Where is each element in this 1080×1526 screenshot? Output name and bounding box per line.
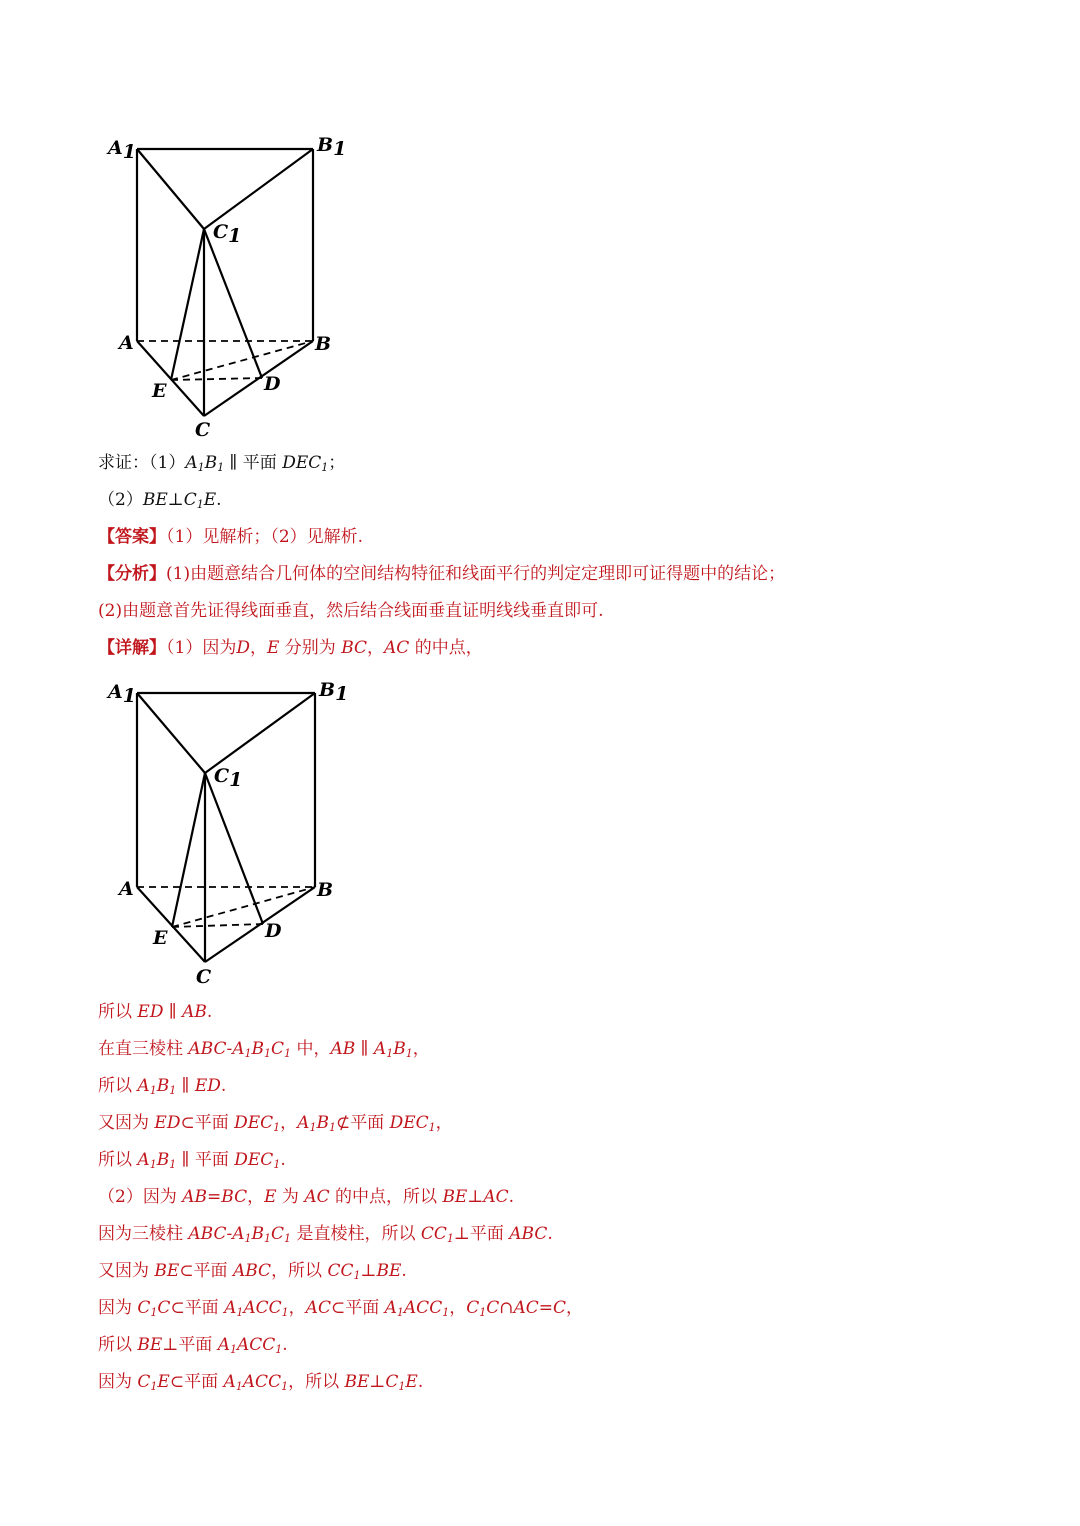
label-d: D <box>265 920 282 942</box>
detail-line-6: 所以 $A_1B_1$ ∥ 平面 $DEC_1$. <box>98 1150 286 1171</box>
label-b: B <box>315 333 332 355</box>
label-a1: A1 <box>108 681 136 707</box>
label-a: A <box>119 878 134 900</box>
label-c: C <box>195 419 211 441</box>
detail-line-5: 又因为 ED⊂平面 $DEC_1$，$A_1B_1⊄$平面 $DEC_1$， <box>98 1113 453 1134</box>
detail-line-11: 所以 BE⊥平面 $A_1ACC_1$. <box>98 1335 288 1356</box>
label-c1: C1 <box>213 221 242 247</box>
edge-c1-e <box>171 229 204 380</box>
label-d: D <box>264 373 281 395</box>
label-c: C <box>196 966 212 988</box>
analysis-tag: 【分析】 <box>98 564 166 584</box>
edge-c1-d <box>205 773 263 924</box>
prism-figure-top <box>100 128 360 448</box>
answer-line: 【答案】（1）见解析；（2）见解析. <box>98 527 364 547</box>
edge-b1-c1 <box>204 149 313 229</box>
analysis-line-2: (2)由题意首先证得线面垂直，然后结合线面垂直证明线线垂直即可. <box>98 601 604 621</box>
detail-line-4: 所以 $A_1B_1$ ∥ ED. <box>98 1076 227 1097</box>
edge-a1-c1 <box>137 149 204 229</box>
edge-e-d-dashed <box>171 378 262 380</box>
edge-c1-d <box>204 229 262 378</box>
prove-line-1: 求证：$(1)A_1B_1$ ∥ 平面 $DEC_1$； <box>98 453 346 474</box>
detail-line-3: 在直三棱柱 ABC-$A_1B_1C_1$ 中，AB ∥ $A_1B_1$， <box>98 1039 430 1060</box>
label-b1: B1 <box>319 679 349 705</box>
analysis-line-1: 【分析】(1)由题意结合几何体的空间结构特征和线面平行的判定定理即可证得题中的结论； <box>98 564 786 584</box>
detail-line-8: 因为三棱柱 ABC-$A_1B_1C_1$ 是直棱柱，所以 $CC_1\perp$平面 ABC. <box>98 1224 553 1245</box>
label-e: E <box>152 380 167 402</box>
label-b1: B1 <box>317 134 347 160</box>
label-a: A <box>119 332 134 354</box>
answer-tag: 【答案】 <box>98 527 166 547</box>
edge-c1-e <box>172 773 205 927</box>
label-b: B <box>317 879 334 901</box>
prism-figure-bottom <box>100 672 360 992</box>
edge-e-d-dashed <box>172 924 263 927</box>
detail-line-7: （2）因为 AB=BC，E 为 AC 的中点，所以 BE⊥AC. <box>98 1187 515 1207</box>
detail-line-12: 因为 $C_1E\subset$平面 $A_1ACC_1$，所以 $BE\perp C_1E$. <box>98 1372 424 1393</box>
edge-a-c <box>137 887 205 962</box>
edge-a1-c1 <box>137 693 205 773</box>
label-a1: A1 <box>108 137 136 163</box>
edge-a-c <box>137 341 204 416</box>
prove-line-2: $(2)BE\perp C_1E$. <box>98 490 222 511</box>
prism-diagram <box>100 128 360 448</box>
edge-e-b-dashed <box>171 341 313 380</box>
detail-line-10: 因为 $C_1C\subset$平面 $A_1ACC_1$，AC⊂平面 $A_1ACC_1$，$C_1C\cap AC=C$， <box>98 1298 584 1319</box>
prism-diagram <box>100 672 360 992</box>
detail-line-1: 【详解】（1）因为D，E 分别为 BC，AC 的中点， <box>98 638 483 658</box>
detail-line-9: 又因为 BE⊂平面 ABC，所以 $CC_1\perp BE$. <box>98 1261 407 1282</box>
label-e: E <box>153 927 168 949</box>
detail-tag: 【详解】 <box>98 638 166 658</box>
edge-e-b-dashed <box>172 887 315 927</box>
detail-line-2: 所以 ED ∥ AB. <box>98 1002 213 1022</box>
label-c1: C1 <box>214 765 243 791</box>
edge-b1-c1 <box>205 693 315 773</box>
